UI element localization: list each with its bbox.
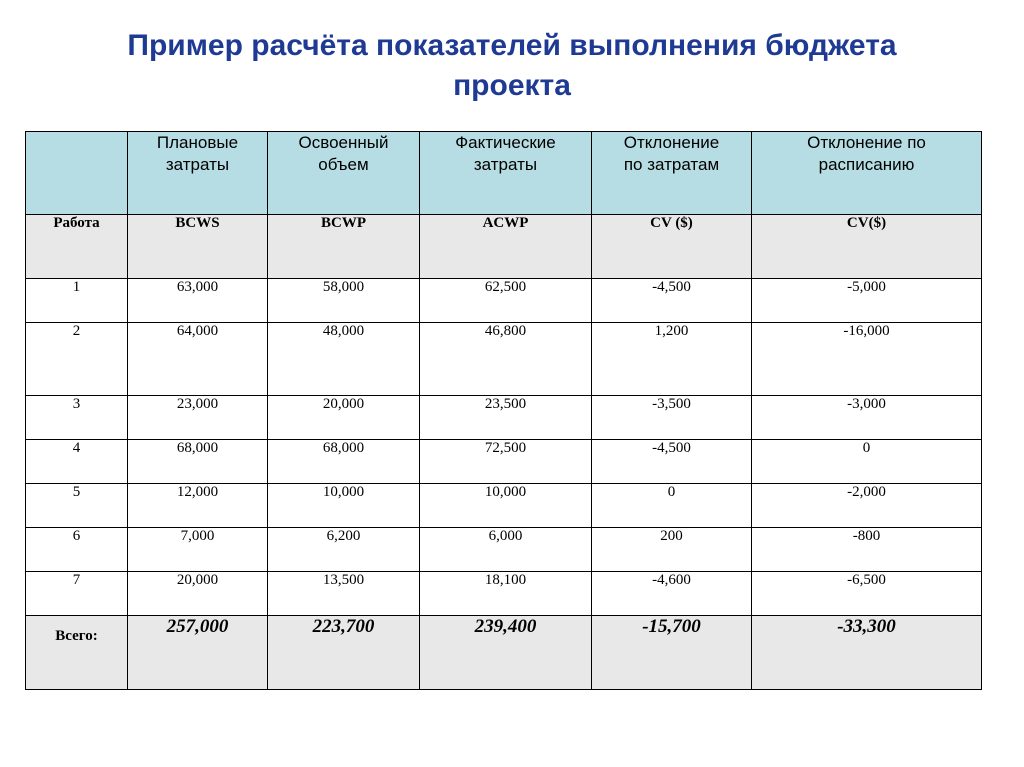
title-line-2: проекта [453,69,571,102]
table-cell: -3,500 [592,396,752,440]
table-row [26,279,982,323]
total-label: Всего: [26,616,128,690]
table-cell: -4,600 [592,572,752,616]
table-cell: -3,000 [752,396,982,440]
header-earned-value: Освоенный объем [268,132,420,215]
header-cell-blank [26,132,128,215]
total-sv: -33,300 [752,616,982,690]
table-cell: 7 [26,572,128,616]
table-cell: 2 [26,323,128,396]
total-cv: -15,700 [592,616,752,690]
table-cell: 68,000 [268,440,420,484]
header-row-titles [26,132,982,215]
title-line-1: Пример расчёта показателей выполнения бюджета [127,29,897,62]
table-cell: -800 [752,528,982,572]
table-cell: 23,500 [420,396,592,440]
table-cell: 64,000 [128,323,268,396]
table-row [26,396,982,440]
table-cell: 72,500 [420,440,592,484]
code-bcws: BCWS [128,215,268,279]
table-cell: 68,000 [128,440,268,484]
table-cell: 6,000 [420,528,592,572]
header-actual-costs: Фактические затраты [420,132,592,215]
table-cell: 62,500 [420,279,592,323]
table-cell: 200 [592,528,752,572]
header-row-codes [26,215,982,279]
table-cell: -4,500 [592,279,752,323]
table-row [26,572,982,616]
code-acwp: ACWP [420,215,592,279]
table-cell: 13,500 [268,572,420,616]
table-cell: 48,000 [268,323,420,396]
table-row [26,440,982,484]
table-cell: 58,000 [268,279,420,323]
code-cv: CV ($) [592,215,752,279]
code-work: Работа [26,215,128,279]
table-cell: 20,000 [268,396,420,440]
table-cell: 18,100 [420,572,592,616]
total-acwp: 239,400 [420,616,592,690]
table-cell: 0 [752,440,982,484]
table-cell: 46,800 [420,323,592,396]
code-sv: CV($) [752,215,982,279]
table-cell: 7,000 [128,528,268,572]
table-cell: 23,000 [128,396,268,440]
table-cell: 1,200 [592,323,752,396]
total-row [26,616,982,690]
table-cell: 10,000 [268,484,420,528]
table-cell: 5 [26,484,128,528]
table-cell: -16,000 [752,323,982,396]
table-cell: 63,000 [128,279,268,323]
table-row [26,528,982,572]
header-planned-costs: Плановые затраты [128,132,268,215]
code-bcwp: BCWP [268,215,420,279]
table-cell: -5,000 [752,279,982,323]
page-title [0,26,1024,106]
header-cost-variance: Отклонение по затратам [592,132,752,215]
header-schedule-variance: Отклонение по расписанию [752,132,982,215]
table-cell: 6,200 [268,528,420,572]
table-cell: 3 [26,396,128,440]
table-cell: 6 [26,528,128,572]
table-cell: -6,500 [752,572,982,616]
total-bcwp: 223,700 [268,616,420,690]
table-cell: -4,500 [592,440,752,484]
table-cell: 1 [26,279,128,323]
table-cell: 0 [592,484,752,528]
table-row [26,484,982,528]
table-cell: 20,000 [128,572,268,616]
table-cell: -2,000 [752,484,982,528]
table-cell: 12,000 [128,484,268,528]
budget-table [25,131,982,690]
table-cell: 4 [26,440,128,484]
total-bcws: 257,000 [128,616,268,690]
table-cell: 10,000 [420,484,592,528]
table-row [26,323,982,396]
